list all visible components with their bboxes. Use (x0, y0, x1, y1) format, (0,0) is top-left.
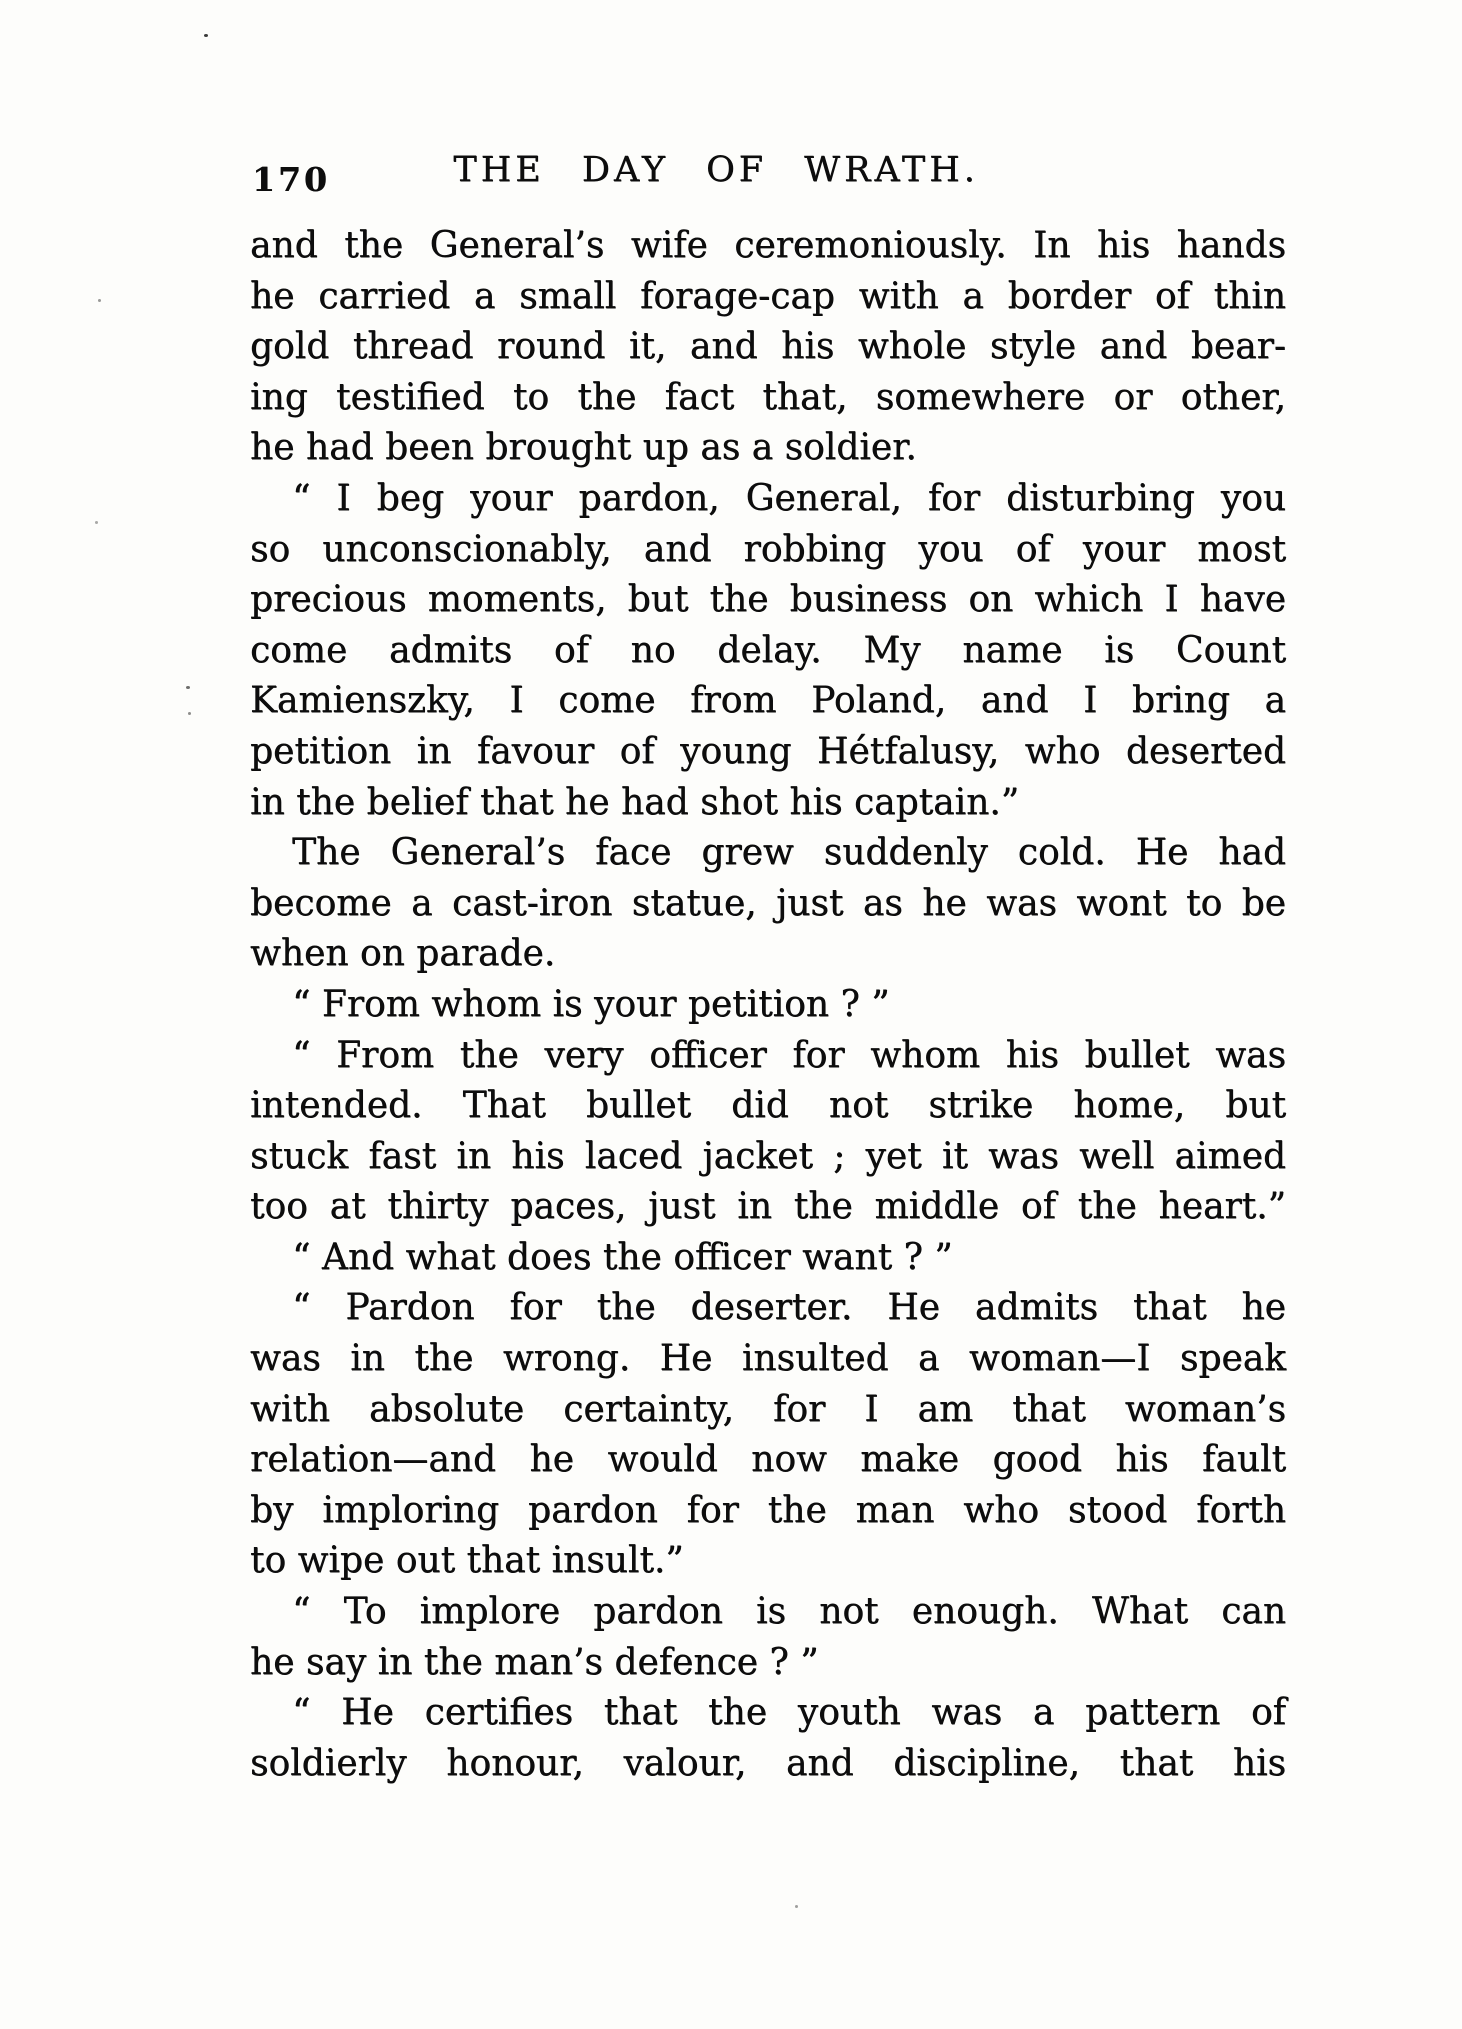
text-line: he carried a small forage-cap with a border of thin (250, 275, 1286, 317)
text-line: “ From whom is your petition ? ” (292, 983, 890, 1025)
text-line: he say in the man’s defence ? ” (250, 1641, 819, 1683)
text-line: The General’s face grew suddenly cold. He had (292, 832, 1286, 874)
text-line: gold thread round it, and his whole style and bear- (250, 326, 1286, 368)
scan-speck (98, 299, 101, 302)
text-line: ing testified to the fact that, somewhere or other, (250, 376, 1286, 418)
text-line: was in the wrong. He insulted a woman—I speak (250, 1338, 1286, 1380)
text-line: become a cast-iron statue, just as he was wont to be (250, 882, 1286, 924)
running-title: THE DAY OF WRATH. (453, 150, 979, 190)
text-line: precious moments, but the business on which I have (250, 579, 1286, 621)
text-line: by imploring pardon for the man who stood forth (250, 1489, 1286, 1531)
text-line: come admits of no delay. My name is Count (250, 629, 1286, 671)
text-line: he had been brought up as a soldier. (250, 427, 917, 469)
text-line: with absolute certainty, for I am that woman’s (250, 1388, 1286, 1430)
page-header (250, 150, 1286, 200)
text-line: to wipe out that insult.” (250, 1540, 684, 1582)
text-line: when on parade. (250, 933, 556, 975)
scan-speck (186, 686, 190, 689)
scan-speck (188, 712, 191, 715)
text-line: “ And what does the officer want ? ” (292, 1236, 953, 1278)
text-line: “ From the very officer for whom his bullet was (292, 1034, 1286, 1076)
scan-speck (795, 1905, 798, 1908)
text-line: stuck fast in his laced jacket ; yet it was well aimed (250, 1135, 1286, 1177)
text-line: in the belief that he had shot his captain.” (250, 781, 1020, 823)
text-line: “ To implore pardon is not enough. What can (292, 1591, 1286, 1633)
text-line: “ He certifies that the youth was a pattern of (292, 1692, 1286, 1734)
scan-speck (204, 34, 208, 37)
scan-speck (95, 521, 98, 524)
text-line: intended. That bullet did not strike home, but (250, 1085, 1286, 1127)
text-line: soldierly honour, valour, and discipline, that his (250, 1742, 1286, 1784)
text-line: relation—and he would now make good his fault (250, 1439, 1286, 1481)
text-line: “ Pardon for the deserter. He admits that he (292, 1287, 1286, 1329)
text-line: “ I beg your pardon, General, for disturbing you (292, 477, 1286, 519)
text-line: petition in favour of young Hétfalusy, who deserted (250, 730, 1286, 772)
text-line: Kamienszky, I come from Poland, and I bring a (250, 680, 1286, 722)
page-number: 170 (252, 160, 330, 199)
text-line: so unconscionably, and robbing you of your most (250, 528, 1286, 570)
body-text-block (250, 221, 1286, 1789)
text-line: and the General’s wife ceremoniously. In his hands (250, 225, 1286, 266)
text-line: too at thirty paces, just in the middle of the heart.” (250, 1186, 1286, 1228)
